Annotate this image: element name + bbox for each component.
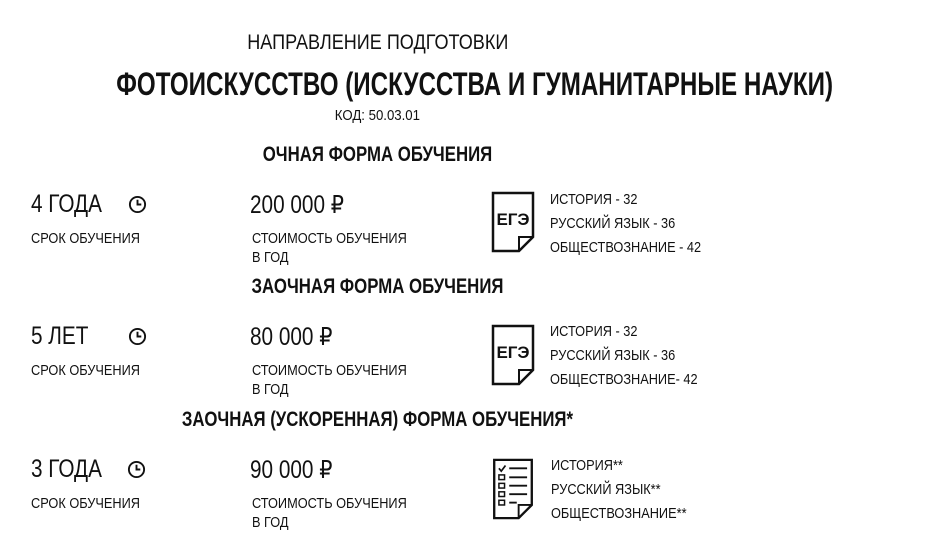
form-title: ЗАОЧНАЯ (УСКОРЕННАЯ) ФОРМА ОБУЧЕНИЯ* (181, 408, 574, 431)
subject-item: ИСТОРИЯ - 32 (550, 191, 638, 208)
subject-item: РУССКИЙ ЯЗЫК** (551, 481, 661, 498)
program-code: КОД: 50.03.01 (334, 107, 421, 124)
clock-icon (127, 460, 146, 479)
ege-document-icon (491, 324, 535, 386)
subject-item: ОБЩЕСТВОЗНАНИЕ** (551, 505, 687, 522)
duration-label: СРОК ОБУЧЕНИЯ (31, 495, 140, 512)
price-value: 80 000 ₽ (250, 323, 333, 351)
duration-label: СРОК ОБУЧЕНИЯ (31, 230, 140, 247)
form-title: ЗАОЧНАЯ ФОРМА ОБУЧЕНИЯ (251, 275, 504, 298)
form-title: ОЧНАЯ ФОРМА ОБУЧЕНИЯ (262, 143, 493, 166)
duration-label: СРОК ОБУЧЕНИЯ (31, 362, 140, 379)
duration-value: 5 ЛЕТ (31, 322, 89, 350)
subject-item: РУССКИЙ ЯЗЫК - 36 (550, 347, 676, 364)
ege-document-icon (491, 191, 535, 253)
checklist-document-icon (491, 458, 535, 520)
ege-label: ЕГЭ (496, 210, 530, 229)
subject-item: ИСТОРИЯ** (551, 457, 623, 474)
price-value: 90 000 ₽ (250, 456, 333, 484)
subject-item: ОБЩЕСТВОЗНАНИЕ - 42 (550, 239, 702, 256)
price-label: СТОИМОСТЬ ОБУЧЕНИЯ В ГОД (252, 495, 407, 531)
price-label: СТОИМОСТЬ ОБУЧЕНИЯ В ГОД (252, 230, 407, 266)
price-value: 200 000 ₽ (250, 191, 344, 219)
price-label: СТОИМОСТЬ ОБУЧЕНИЯ В ГОД (252, 362, 407, 398)
subject-item: РУССКИЙ ЯЗЫК - 36 (550, 215, 676, 232)
subject-item: ИСТОРИЯ - 32 (550, 323, 638, 340)
subject-list (550, 320, 724, 392)
subject-item: ОБЩЕСТВОЗНАНИЕ- 42 (550, 371, 698, 388)
subject-list (550, 188, 728, 260)
direction-label: НАПРАВЛЕНИЕ ПОДГОТОВКИ (246, 31, 509, 54)
program-title: ФОТОИСКУССТВО (ИСКУССТВА И ГУМАНИТАРНЫЕ НАУКИ) (116, 66, 834, 102)
clock-icon (128, 327, 147, 346)
ege-label: ЕГЭ (496, 343, 530, 362)
duration-value: 4 ГОДА (31, 190, 102, 218)
clock-icon (128, 195, 147, 214)
subject-list (551, 454, 710, 526)
duration-value: 3 ГОДА (31, 455, 102, 483)
